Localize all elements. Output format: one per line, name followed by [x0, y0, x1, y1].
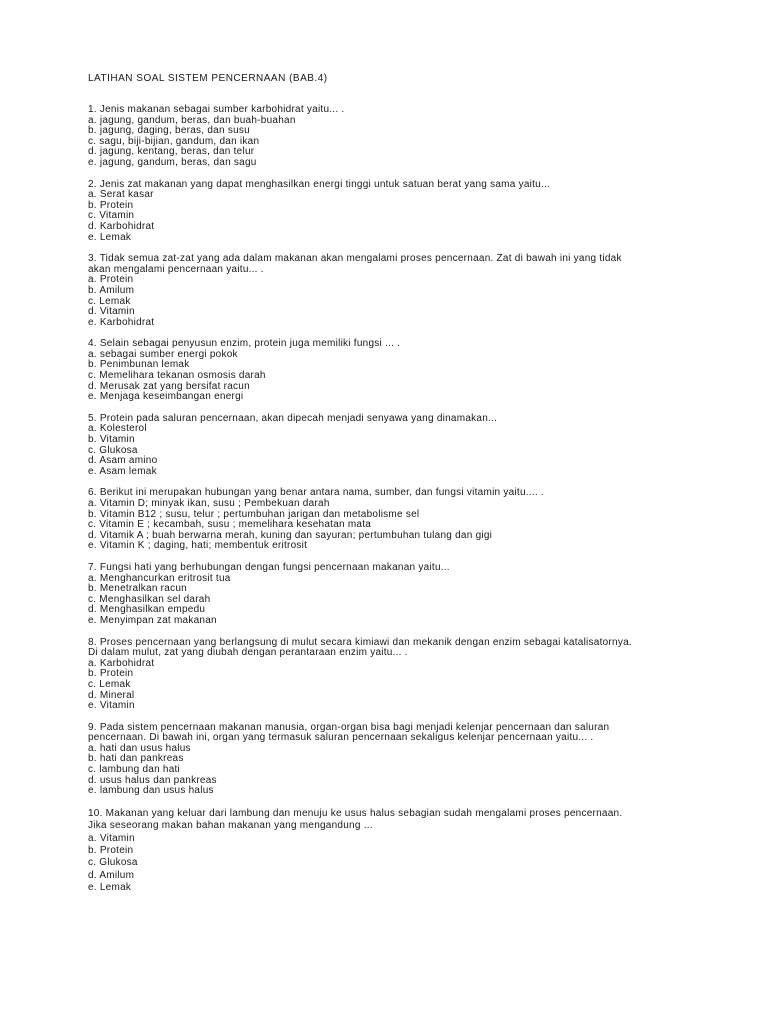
answer-option: a. Karbohidrat — [88, 657, 155, 669]
question-4 — [88, 339, 688, 403]
answer-option: a. jagung, gandum, beras, dan buah-buahan — [88, 114, 296, 126]
answer-option: c. Vitamin E ; kecambah, susu ; memelihara kesehatan mata — [88, 519, 372, 531]
answer-option: e. Vitamin K ; daging, hati; membentuk eritrosit — [88, 540, 308, 552]
answer-option: b. Menetralkan racun — [88, 583, 187, 595]
answer-option: b. Penimbunan lemak — [88, 359, 190, 371]
answer-option: e. Menyimpan zat makanan — [88, 614, 217, 626]
question-text: 5. Protein pada saluran pencernaan, akan dipecah menjadi senyawa yang dinamakan... — [88, 412, 498, 424]
answer-option: e. Lemak — [88, 882, 132, 894]
answer-option: c. lambung dan hati — [88, 764, 181, 776]
question-text: 9. Pada sistem pencernaan makanan manusia, organ-organ bisa bagi menjadi kelenjar pencernaan dan saluran pencernaan. Di bawah ini, organ yang termasuk saluran pencernaan sekaligus kelenjar pencernaan yaitu... . — [88, 721, 610, 744]
question-text: 6. Berikut ini merupakan hubungan yang benar antara nama, sumber, dan fungsi vitamin yaitu.... . — [88, 487, 544, 499]
answer-option: d. Karbohidrat — [88, 220, 155, 232]
answer-option: c. Glukosa — [88, 444, 138, 456]
answer-option: a. Vitamin — [88, 832, 135, 844]
question-text: 10. Makanan yang keluar dari lambung dan menuju ke usus halus sebagian sudah mengalami proses pencernaan. Jika seseorang makan bahan makanan yang mengandung ... — [88, 807, 623, 832]
answer-option: b. Amilum — [88, 284, 135, 296]
answer-option: b. hati dan pankreas — [88, 753, 184, 765]
answer-option: d. Mineral — [88, 689, 135, 701]
document-title: LATIHAN SOAL SISTEM PENCERNAAN (BAB.4) — [88, 73, 328, 84]
answer-option: a. Protein — [88, 274, 134, 286]
answer-option: e. Asam lemak — [88, 465, 157, 477]
answer-option: d. Asam amino — [88, 455, 158, 467]
answer-option: b. Vitamin B12 ; susu, telur ; pertumbuhan jarigan dan metabolisme sel — [88, 508, 420, 520]
question-3 — [88, 254, 688, 328]
answer-option: d. Amilum — [88, 869, 135, 881]
answer-option: c. sagu, biji-bijian, gandum, dan ikan — [88, 135, 260, 147]
answer-option: d. Vitamin — [88, 306, 135, 318]
answer-option: a. Vitamin D; minyak ikan, susu ; Pembekuan darah — [88, 498, 330, 509]
answer-option: a. hati dan usus halus — [88, 742, 191, 754]
answer-option: b. Protein — [88, 668, 134, 680]
question-1 — [88, 105, 688, 169]
answer-option: c. Memelihara tekanan osmosis darah — [88, 370, 266, 382]
document-content — [88, 73, 688, 906]
answer-option: e. Lemak — [88, 231, 132, 243]
answer-option: c. Vitamin — [88, 210, 135, 222]
answer-option: e. jagung, gandum, beras, dan sagu — [88, 156, 257, 168]
answer-option: e. lambung dan usus halus — [88, 785, 214, 797]
answer-option: d. usus halus dan pankreas — [88, 774, 217, 786]
question-6 — [88, 488, 688, 552]
answer-option: a. Serat kasar — [88, 189, 154, 201]
answer-option: d. jagung, kentang, beras, dan telur — [88, 146, 255, 158]
question-7 — [88, 563, 688, 627]
question-list — [88, 105, 688, 895]
question-2 — [88, 180, 688, 244]
question-8 — [88, 638, 688, 712]
answer-option: a. Kolesterol — [88, 423, 147, 435]
answer-option: b. Vitamin — [88, 434, 135, 446]
answer-option: c. Menghasilkan sel darah — [88, 593, 211, 605]
answer-option: b. Protein — [88, 845, 134, 857]
answer-option: b. Protein — [88, 199, 134, 211]
answer-option: d. Vitamik A ; buah berwarna merah, kuning dan sayuran; pertumbuhan tulang dan gigi — [88, 529, 493, 541]
question-10 — [88, 808, 688, 895]
question-text: 8. Proses pencernaan yang berlangsung di mulut secara kimiawi dan mekanik dengan enzim sebagai katalisatornya. Di dalam mulut, zat yang diubah dengan perantaraan enzim yaitu... . — [88, 636, 632, 659]
question-text: 4. Selain sebagai penyusun enzim, protein juga memiliki fungsi ... . — [88, 338, 401, 350]
answer-option: c. Lemak — [88, 678, 131, 690]
answer-option: d. Merusak zat yang bersifat racun — [88, 380, 250, 392]
answer-option: e. Menjaga keseimbangan energi — [88, 391, 244, 403]
answer-option: d. Menghasilkan empedu — [88, 604, 206, 616]
answer-option: a. sebagai sumber energi pokok — [88, 348, 238, 360]
question-text: 1. Jenis makanan sebagai sumber karbohidrat yaitu... . — [88, 104, 345, 115]
answer-option: c. Glukosa — [88, 857, 138, 869]
answer-option: b. jagung, daging, beras, dan susu — [88, 125, 250, 137]
question-9 — [88, 723, 688, 797]
answer-option: e. Vitamin — [88, 700, 135, 712]
question-text: 7. Fungsi hati yang berhubungan dengan fungsi pencernaan makanan yaitu... — [88, 561, 450, 573]
question-text: 2. Jenis zat makanan yang dapat menghasilkan energi tinggi untuk satuan berat yang sama yaitu... — [88, 178, 551, 190]
question-text: 3. Tidak semua zat-zat yang ada dalam makanan akan mengalami proses pencernaan. Zat di bawah ini yang tidak akan mengalami pencernaan yaitu... . — [88, 253, 622, 275]
answer-option: c. Lemak — [88, 295, 131, 307]
answer-option: e. Karbohidrat — [88, 316, 155, 328]
question-5 — [88, 414, 688, 478]
answer-option: a. Menghancurkan eritrosit tua — [88, 572, 231, 584]
